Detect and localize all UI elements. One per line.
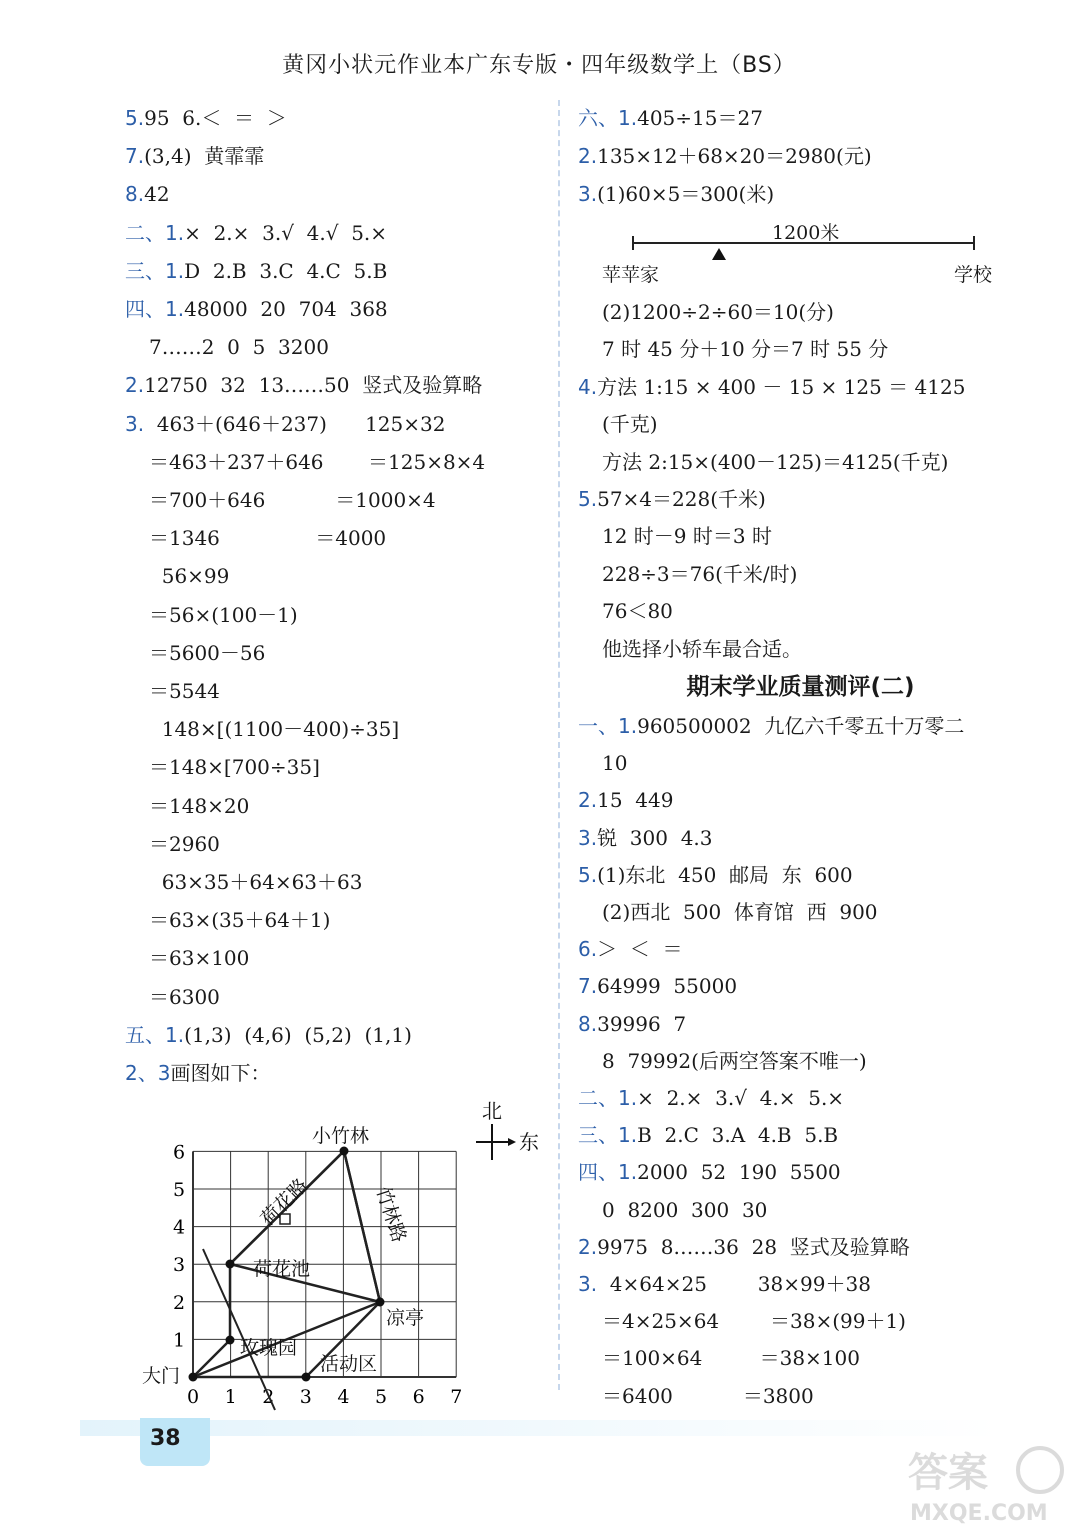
answer-text: 56×99 bbox=[149, 564, 230, 589]
answer-line bbox=[149, 868, 362, 896]
answer-text: 76＜80 bbox=[602, 599, 673, 624]
item-number: 3. bbox=[578, 1272, 598, 1296]
answer-line bbox=[578, 373, 965, 401]
answer-text: ＝700＋646 ＝1000×4 bbox=[149, 488, 436, 512]
page-number: 38 bbox=[150, 1426, 181, 1451]
answer-line bbox=[125, 1059, 270, 1087]
answer-text: 42 bbox=[144, 182, 170, 207]
answer-text: (1,3) (4,6) (5,2) (1,1) bbox=[184, 1022, 412, 1047]
label-activity: 活动区 bbox=[320, 1353, 378, 1375]
answer-text: (2)西北 500 体育馆 西 900 bbox=[602, 900, 878, 924]
watermark-logo bbox=[900, 1440, 1070, 1530]
answer-text: ＞ ＜ ＝ bbox=[597, 937, 683, 962]
x-tick-label: 0 bbox=[187, 1386, 200, 1408]
watermark-text-1: 答案 bbox=[908, 1450, 988, 1496]
answer-text: ＝63×100 bbox=[149, 946, 250, 971]
label-rose-garden: 玫瑰园 bbox=[240, 1337, 298, 1359]
item-number: 二、1. bbox=[578, 1086, 638, 1110]
answer-text: 2000 52 190 5500 bbox=[637, 1160, 841, 1185]
answer-text: 135×12＋68×20＝2980(元) bbox=[597, 144, 872, 168]
answer-text: 方法 2:15×(400－125)＝4125(千克) bbox=[602, 449, 949, 474]
point-activity bbox=[302, 1373, 311, 1382]
item-number: 五、1. bbox=[125, 1022, 185, 1047]
answer-text: ＝63×(35＋64＋1) bbox=[149, 908, 331, 933]
answer-line bbox=[602, 298, 834, 326]
answer-line bbox=[578, 180, 774, 208]
answer-line bbox=[602, 898, 878, 926]
answer-line bbox=[125, 142, 264, 170]
item-number: 四、1. bbox=[578, 1160, 638, 1185]
answer-text: ＝148×[700÷35] bbox=[149, 755, 320, 780]
y-tick-label: 3 bbox=[173, 1254, 186, 1277]
answer-line bbox=[149, 792, 249, 820]
answer-line bbox=[125, 371, 482, 399]
answer-text: 方法 1:15 × 400 － 15 × 125 ＝ 4125 bbox=[597, 374, 966, 399]
distance-line bbox=[632, 242, 974, 244]
answer-text: 9975 8……36 28 竖式及验算略 bbox=[597, 1234, 910, 1259]
answer-line bbox=[578, 824, 713, 852]
answer-text: × 2.× 3.√ 4.× 5.× bbox=[637, 1086, 845, 1110]
column-divider bbox=[558, 100, 560, 1390]
answer-text: (2)1200÷2÷60＝10(分) bbox=[602, 300, 834, 324]
item-number: 4. bbox=[578, 374, 598, 399]
answer-text: × 2.× 3.√ 4.√ 5.× bbox=[184, 220, 388, 245]
item-number: 8. bbox=[125, 182, 145, 207]
answer-text: ＝4×25×64 ＝38×(99＋1) bbox=[602, 1309, 906, 1334]
answer-text: ＝463＋237＋646 ＝125×8×4 bbox=[149, 449, 486, 474]
item-number: 一、1. bbox=[578, 714, 638, 738]
answer-line bbox=[578, 972, 737, 1000]
answer-text: 48000 20 704 368 bbox=[184, 297, 388, 321]
answer-text: 画图如下： bbox=[170, 1061, 271, 1085]
answer-text: D 2.B 3.C 4.C 5.B bbox=[184, 258, 388, 283]
item-number: 2. bbox=[125, 373, 145, 398]
distance-tick-right bbox=[973, 236, 975, 250]
answer-text: 8 79992(后两空答案不唯一) bbox=[602, 1048, 867, 1073]
x-tick-label: 2 bbox=[262, 1386, 275, 1408]
compass-north: 北 bbox=[482, 1099, 502, 1123]
y-tick-label: 6 bbox=[173, 1141, 186, 1164]
distance-label: 1200米 bbox=[772, 222, 840, 244]
item-number: 2. bbox=[578, 788, 598, 813]
item-number: 三、1. bbox=[578, 1123, 638, 1148]
distance-diagram bbox=[602, 218, 1012, 286]
x-tick-label: 7 bbox=[450, 1386, 463, 1408]
item-number: 3. bbox=[578, 182, 598, 206]
answer-text: 4×64×25 38×99＋38 bbox=[597, 1272, 871, 1296]
answer-line bbox=[125, 410, 445, 438]
item-number: 3. bbox=[578, 825, 598, 850]
answer-line bbox=[578, 485, 766, 513]
answer-line bbox=[149, 448, 485, 476]
compass-east: 东 bbox=[519, 1130, 539, 1154]
label-lotus-road: 荷花路 bbox=[256, 1174, 313, 1231]
answer-line bbox=[149, 944, 249, 972]
item-number: 7. bbox=[125, 144, 145, 169]
answer-line bbox=[578, 1084, 844, 1112]
answer-line bbox=[602, 635, 802, 663]
answer-line bbox=[149, 906, 330, 934]
answer-line bbox=[125, 180, 170, 208]
answer-line bbox=[578, 935, 683, 963]
item-number: 5. bbox=[125, 106, 145, 130]
item-number: 6. bbox=[578, 937, 598, 962]
answer-line bbox=[149, 601, 298, 629]
point-bamboo bbox=[340, 1147, 349, 1156]
answer-text: (3,4) 黄霏霏 bbox=[144, 144, 265, 169]
x-tick-label: 6 bbox=[412, 1386, 425, 1408]
answer-text: 15 449 bbox=[597, 788, 674, 813]
section-title: 期末学业质量测评(二) bbox=[686, 674, 915, 700]
answer-text: 12 时－9 时＝3 时 bbox=[602, 524, 772, 549]
answer-text: 463＋(646＋237) 125×32 bbox=[144, 411, 446, 436]
answer-line bbox=[578, 1010, 686, 1038]
answer-line bbox=[578, 1158, 841, 1186]
answer-text: ＝1346 ＝4000 bbox=[149, 526, 387, 551]
answer-line bbox=[149, 830, 220, 858]
answer-line bbox=[125, 219, 387, 247]
item-number: 三、1. bbox=[125, 258, 185, 283]
answer-line bbox=[602, 522, 772, 550]
page-header: 黄冈小状元作业本广东专版・四年级数学上（BS） bbox=[282, 53, 796, 78]
answer-line bbox=[149, 983, 220, 1011]
answer-line bbox=[602, 597, 673, 625]
label-lotus-pond: 荷花池 bbox=[253, 1258, 311, 1280]
label-gate: 大门 bbox=[142, 1365, 181, 1387]
answer-line bbox=[125, 257, 387, 285]
x-tick-label: 5 bbox=[375, 1386, 388, 1408]
answer-line bbox=[602, 335, 888, 363]
answer-line bbox=[602, 749, 627, 777]
answer-line bbox=[149, 715, 399, 743]
page-number-badge bbox=[140, 1418, 210, 1466]
answer-text: ＝5544 bbox=[149, 679, 220, 703]
label-bamboo-road: 竹林路 bbox=[371, 1184, 411, 1246]
answer-text: B 2.C 3.A 4.B 5.B bbox=[637, 1123, 839, 1148]
answer-line bbox=[125, 295, 388, 323]
point-lotus-pond bbox=[226, 1260, 235, 1269]
answer-text: (1)60×5＝300(米) bbox=[597, 182, 775, 206]
point-pavilion bbox=[376, 1298, 385, 1307]
item-number: 二、1. bbox=[125, 220, 185, 245]
answer-text: 39996 7 bbox=[597, 1011, 687, 1036]
answer-line bbox=[149, 753, 320, 781]
item-number: 3. bbox=[125, 411, 145, 436]
answer-text: ＝6300 bbox=[149, 984, 220, 1009]
school-label: 学校 bbox=[954, 264, 993, 286]
position-marker-icon bbox=[712, 248, 726, 260]
answer-line bbox=[578, 142, 872, 170]
item-number: 8. bbox=[578, 1011, 598, 1036]
answer-text: 12750 32 13……50 竖式及验算略 bbox=[144, 373, 483, 398]
answer-text: 10 bbox=[602, 751, 628, 776]
answer-line bbox=[602, 1047, 867, 1075]
y-tick-label: 5 bbox=[173, 1179, 186, 1201]
answer-line bbox=[149, 639, 265, 667]
item-number: 5. bbox=[578, 862, 598, 887]
answer-line bbox=[149, 333, 329, 361]
answer-text: 7 时 45 分＋10 分＝7 时 55 分 bbox=[602, 337, 889, 362]
answer-text: ＝6400 ＝3800 bbox=[602, 1383, 814, 1408]
answer-line bbox=[602, 1344, 860, 1372]
answer-text: 63×35＋64×63＋63 bbox=[149, 870, 363, 894]
point-gate bbox=[189, 1373, 198, 1382]
answer-line bbox=[578, 712, 964, 740]
label-bamboo: 小竹林 bbox=[312, 1125, 370, 1147]
answer-line bbox=[602, 560, 797, 588]
answer-line bbox=[125, 1021, 412, 1049]
x-tick-label: 3 bbox=[299, 1386, 312, 1408]
item-number: 7. bbox=[578, 974, 598, 999]
answer-text: 95 6.＜ ＝ ＞ bbox=[144, 106, 287, 130]
answer-text: (1)东北 450 邮局 东 600 bbox=[597, 862, 853, 887]
answer-text: (千克) bbox=[602, 412, 658, 437]
answer-text: ＝148×20 bbox=[149, 793, 250, 818]
answer-line bbox=[578, 104, 763, 132]
answer-line bbox=[149, 562, 229, 590]
answer-line bbox=[602, 1307, 906, 1335]
point-rose-garden bbox=[226, 1336, 235, 1345]
answer-text: 148×[(1100－400)÷35] bbox=[149, 717, 400, 742]
compass-icon bbox=[468, 1098, 548, 1168]
answer-line bbox=[578, 861, 853, 889]
label-pavilion: 凉亭 bbox=[386, 1307, 425, 1329]
answer-line bbox=[578, 786, 673, 814]
x-tick-label: 4 bbox=[337, 1386, 350, 1408]
answer-line bbox=[149, 486, 436, 514]
watermark-text-2: MXQE.COM bbox=[910, 1501, 1048, 1526]
footer-strip bbox=[80, 1420, 1000, 1436]
answer-text: 57×4＝228(千米) bbox=[597, 487, 766, 511]
answer-line bbox=[578, 1121, 838, 1149]
answer-line bbox=[149, 524, 386, 552]
answer-line bbox=[602, 410, 658, 438]
answer-text: 405÷15＝27 bbox=[637, 106, 763, 130]
answer-line bbox=[578, 1233, 910, 1261]
item-number: 2. bbox=[578, 144, 598, 168]
x-tick-label: 1 bbox=[224, 1386, 237, 1408]
item-number: 2、3 bbox=[125, 1061, 171, 1085]
answer-text: ＝100×64 ＝38×100 bbox=[602, 1346, 860, 1371]
answer-line bbox=[602, 1196, 767, 1224]
answer-text: 64999 55000 bbox=[597, 974, 738, 999]
y-tick-label: 4 bbox=[173, 1216, 186, 1239]
answer-line bbox=[602, 1382, 814, 1410]
item-number: 5. bbox=[578, 487, 598, 511]
distance-tick-left bbox=[632, 236, 634, 250]
answer-text: 228÷3＝76(千米/时) bbox=[602, 561, 798, 586]
answer-text: 960500002 九亿六千零五十万零二 bbox=[637, 714, 965, 738]
answer-text: ＝2960 bbox=[149, 831, 220, 856]
answer-line bbox=[149, 677, 220, 705]
y-tick-label: 1 bbox=[173, 1329, 186, 1352]
answer-text: 他选择小轿车最合适。 bbox=[602, 636, 802, 661]
answer-line bbox=[578, 1270, 871, 1298]
answer-line bbox=[125, 104, 287, 132]
item-number: 2. bbox=[578, 1234, 598, 1259]
item-number: 四、1. bbox=[125, 297, 185, 321]
y-tick-label: 2 bbox=[173, 1291, 186, 1314]
answer-line bbox=[602, 448, 948, 476]
home-label: 苹苹家 bbox=[602, 264, 660, 286]
answer-text: ＝56×(100－1) bbox=[149, 602, 298, 627]
answer-text: 锐 300 4.3 bbox=[597, 825, 713, 850]
answer-text: ＝5600－56 bbox=[149, 640, 266, 665]
answer-text: 7……2 0 5 3200 bbox=[149, 335, 329, 360]
answer-text: 0 8200 300 30 bbox=[602, 1197, 768, 1222]
item-number: 六、1. bbox=[578, 106, 638, 130]
